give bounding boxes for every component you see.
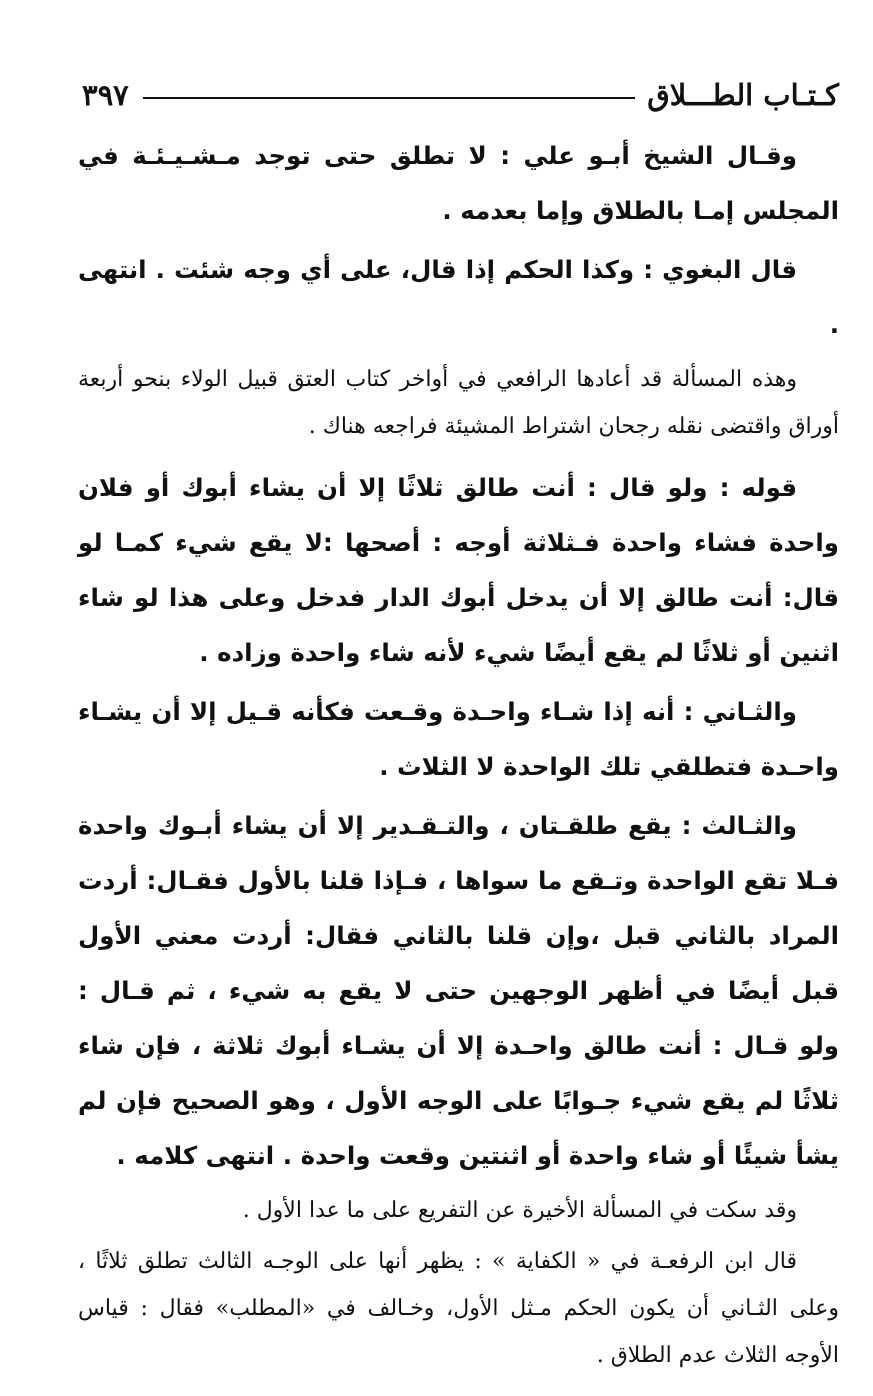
paragraph-5: والثـاني : أنه إذا شـاء واحـدة وقـعت فكأنه قـيل إلا أن يشـاء واحـدة فتطلقي تلك الواحدة لا الثلاث .	[78, 697, 839, 781]
header-rule	[143, 97, 636, 99]
running-header	[82, 70, 839, 120]
paragraph-2: قال البغوي : وكذا الحكم إذا قال، على أي وجه شئت . انتهى .	[78, 255, 839, 339]
paragraph-1: وقـال الشيخ أبـو علي : لا تطلق حتى توجد مـشـيـئـة في المجلس إمـا بالطلاق وإما بعدمه .	[78, 141, 839, 225]
page-number: ٣٩٧	[82, 78, 129, 112]
chapter-title: كـتـاب الطـــلاق	[647, 78, 839, 112]
paragraph-3: وهذه المسألة قد أعادها الرافعي في أواخر كتاب العتق قبيل الولاء بنحو أربعة أوراق واقتضى نقله رجحان اشتراط المشيئة فراجعه هناك .	[78, 367, 839, 439]
paragraph-4: قوله : ولو قال : أنت طالق ثلاثًا إلا أن يشاء أبوك أو فلان واحدة فشاء واحدة فـثلاثة أوجه : أصحها :لا يقع شيء كمـا لو قال: أنت طالق إلا أن يدخل أبوك الدار فدخل وعلى هذا لو شاء اثنين أو ثلاثًا لم يقع أيضًا شيء لأنه شاء واحدة وزاده .	[78, 473, 839, 667]
paragraph-6: والثـالث : يقع طلقـتان ، والتـقـدير إلا أن يشاء أبـوك واحدة فـلا تقع الواحدة وتـقع ما سواها ، فـإذا قلنا بالأول فقـال: أردت المراد بالثاني قبل ،وإن قلنا بالثاني فقال: أردت معني الأول قبل أيضًا في أظهر الوجهين حتى لا يقع به شيء ، ثم قـال : ولو قـال : أنت طالق واحـدة إلا أن يشـاء أبوك ثلاثة ، فإن شاء ثلاثًا لم يقع شيء جـوابًا على الوجه الأول ، وهو الصحيح فإن لم يشأ شيئًا أو شاء واحدة أو اثنتين وقعت واحدة . انتهى كلامه .	[78, 811, 839, 1170]
paragraph-7: وقد سكت في المسألة الأخيرة عن التفريع على ما عدا الأول .	[242, 1198, 797, 1223]
paragraph-8: قال ابن الرفعـة في « الكفاية » : يظهر أنها على الوجـه الثالث تطلق ثلاثًا ، وعلى الثـاني أن يكون الحكم مـثل الأول، وخـالف في «المطلب» فقال : قياس الأوجه الثلاث عدم الطلاق .	[78, 1249, 839, 1368]
page-body	[78, 128, 839, 1379]
